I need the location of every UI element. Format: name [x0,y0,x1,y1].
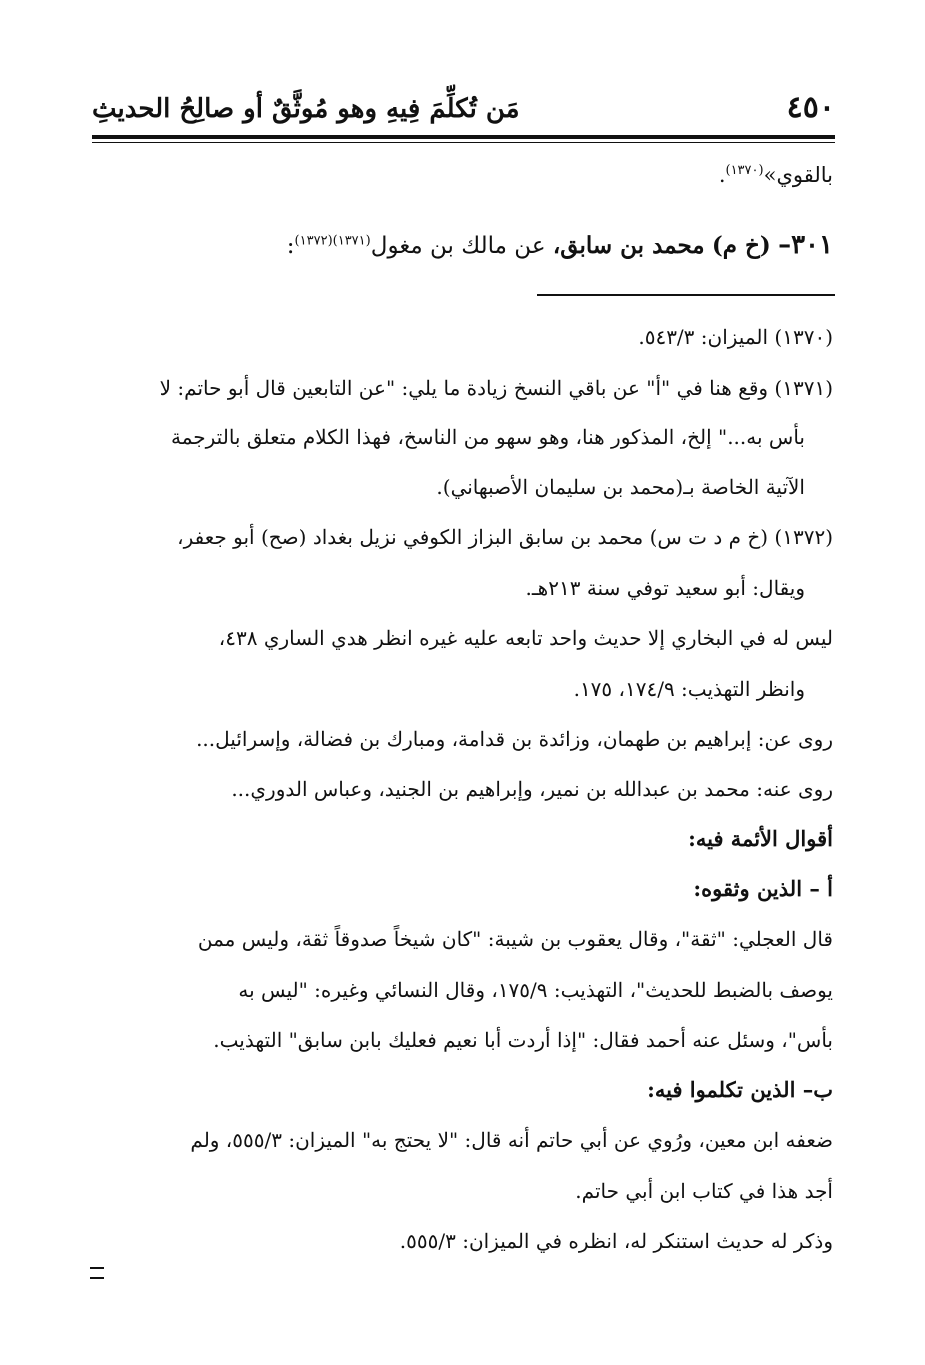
criticized-para-line-2: أجد هذا في كتاب ابن أبي حاتم. [575,1179,833,1203]
carry-over-line [719,160,833,190]
footnote-1370: (١٣٧٠) الميزان: ٥٤٣/٣. [638,325,833,349]
criticized-para-line-1: ضعفه ابن معين، ورُوي عن أبي حاتم أنه قال: "لا يحتج به" الميزان: ٥٥٥/٣، ولم [190,1128,833,1152]
bukhari-note-line-2: وانظر التهذيب: ١٧٤/٩، ١٧٥. [573,677,805,701]
footnote-1371-line-2: بأس به..." إلخ، المذكور هنا، وهو سهو من الناسخ، فهذا الكلام متعلق بالترجمة [171,425,805,449]
entry-symbols: (خ م) [711,232,771,259]
end-of-page-mark [90,1267,104,1279]
entry-rest: عن مالك بن مغول [370,233,546,259]
footnote-refs-1371-1372: (١٣٧١)(١٣٧٢) [294,233,371,249]
entry-number: ٣٠١– [778,230,833,260]
heading-trusted-by: أ – الذين وثقوه: [693,876,833,901]
entry-name: محمد بن سابق، [552,232,705,259]
trusted-para-line-1: قال العجلي: "ثقة"، وقال يعقوب بن شيبة: "كان شيخاً صدوقاً ثقة، وليس ممن [197,927,833,951]
running-title: مَن تُكلِّمَ فِيهِ وهو مُوثَّقٌ أو صالِحُ الحديثِ [92,94,520,124]
carry-over-text: بالقوي» [763,163,833,187]
header-rule-thin [92,142,835,143]
carry-over-end: . [718,163,726,187]
footnote-separator [537,294,835,296]
page-number: ٤٥٠ [786,90,835,125]
entry-end: : [286,233,295,259]
trusted-para-line-2: يوصف بالضبط للحديث"، التهذيب: ١٧٥/٩، وقال النسائي وغيره: "ليس به [238,978,833,1002]
heading-imams-opinions: أقوال الأئمة فيه: [688,826,833,851]
criticized-para-line-3: وذكر له حديث استنكر له، انظره في الميزان: ٥٥٥/٣. [399,1229,833,1253]
narrated-by-line: روى عنه: محمد بن عبدالله بن نمير، وإبراهيم بن الجنيد، وعباس الدوري... [231,777,833,801]
heading-criticized-by: ب– الذين تكلموا فيه: [647,1077,833,1102]
footnote-ref-1370: (١٣٧٠) [725,163,764,178]
footnote-1371-line-1: (١٣٧١) وقع هنا في "أ" عن باقي النسخ زيادة ما يلي: "عن التابعين قال أبو حاتم: لا [159,376,833,400]
narrated-from-line: روى عن: إبراهيم بن طهمان، وزائدة بن قدامة، ومبارك بن فضالة، وإسرائيل... [196,727,833,751]
biography-entry-301 [287,230,833,261]
footnote-1372-line-1: (١٣٧٢) (خ م د ت س) محمد بن سابق البزاز الكوفي نزيل بغداد (صح) أبو جعفر، [177,525,833,549]
footnote-1372-line-2: ويقال: أبو سعيد توفي سنة ٢١٣هـ. [525,576,805,600]
page-header [92,86,835,130]
bukhari-note-line-1: ليس له في البخاري إلا حديث واحد تابعه عليه غيره انظر هدي الساري ٤٣٨، [218,626,833,650]
footnote-1371-line-3: الآتية الخاصة بـ(محمد بن سليمان الأصبهاني). [436,475,805,499]
trusted-para-line-3: بأس"، وسئل عنه أحمد فقال: "إذا أردت أبا نعيم فعليك بابن سابق" التهذيب. [213,1028,833,1052]
header-rule-thick [92,135,835,139]
